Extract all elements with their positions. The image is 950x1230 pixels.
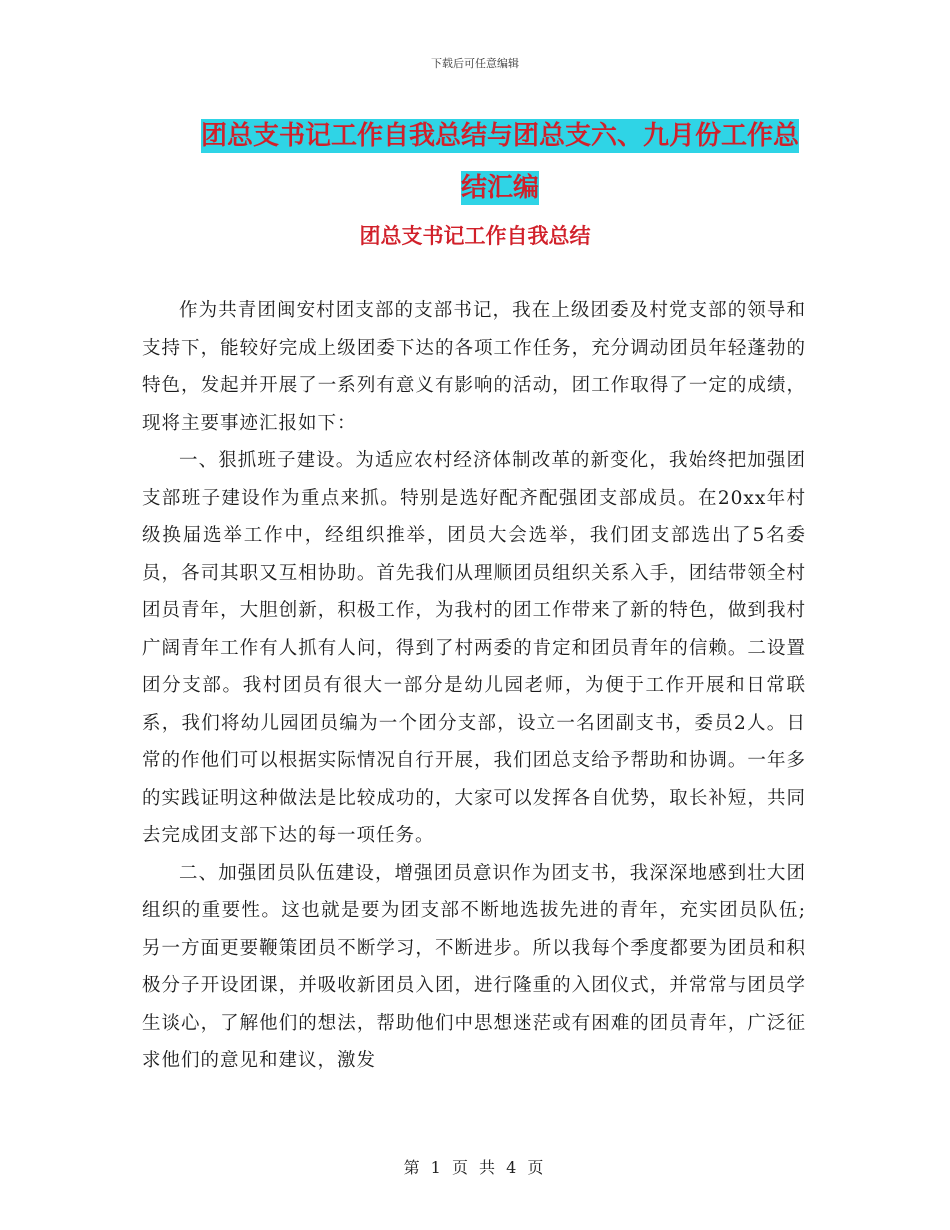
document-body <box>142 292 806 1080</box>
document-title <box>190 110 810 214</box>
page-number: 第 1 页 共 4 页 <box>403 1158 547 1177</box>
paragraph-intro: 作为共青团闽安村团支部的支部书记，我在上级团委及村党支部的领导和支持下，能较好完成上级团委下达的各项工作任务，充分调动团员年轻蓬勃的特色，发起并开展了一系列有意义有影响的活动，团工作取得了一定的成绩，现将主要事迹汇报如下： <box>142 300 806 434</box>
paragraph-member-building: 二、加强团员队伍建设，增强团员意识作为团支书，我深深地感到壮大团组织的重要性。这也就是要为团支部不断地选拔先进的青年，充实团员队伍;另一方面更要鞭策团员不断学习，不断进步。所以我每个季度都要为团员和积极分子开设团课，并吸收新团员入团，进行隆重的入团仪式，并常常与团员学生谈心，了解他们的想法，帮助他们中思想迷茫或有困难的团员青年，广泛征求他们的意见和建议，激发 <box>142 862 806 1071</box>
document-title-text: 团总支书记工作自我总结与团总支六、九月份工作总结汇编 <box>200 121 799 203</box>
paragraph-team-building: 一、狠抓班子建设。为适应农村经济体制改革的新变化，我始终把加强团支部班子建设作为重点来抓。特别是选好配齐配强团支部成员。在20xx年村级换届选举工作中，经组织推举，团员大会选举，我们团支部选出了5名委员，各司其职又互相协助。首先我们从理顺团员组织关系入手，团结带领全村团员青年，大胆创新，积极工作，为我村的团工作带来了新的特色，做到我村广阔青年工作有人抓有人问，得到了村两委的肯定和团员青年的信赖。二设置团分支部。我村团员有很大一部分是幼儿园老师，为便于工作开展和日常联系，我们将幼儿园团员编为一个团分支部，设立一名团副支书，委员2人。日常的作他们可以根据实际情况自行开展，我们团总支给予帮助和协调。一年多的实践证明这种做法是比较成功的，大家可以发挥各自优势，取长补短，共同去完成团支部下达的每一项任务。 <box>142 450 806 846</box>
page-header-note: 下载后可任意编辑 <box>431 57 519 70</box>
section-title: 团总支书记工作自我总结 <box>359 224 591 248</box>
